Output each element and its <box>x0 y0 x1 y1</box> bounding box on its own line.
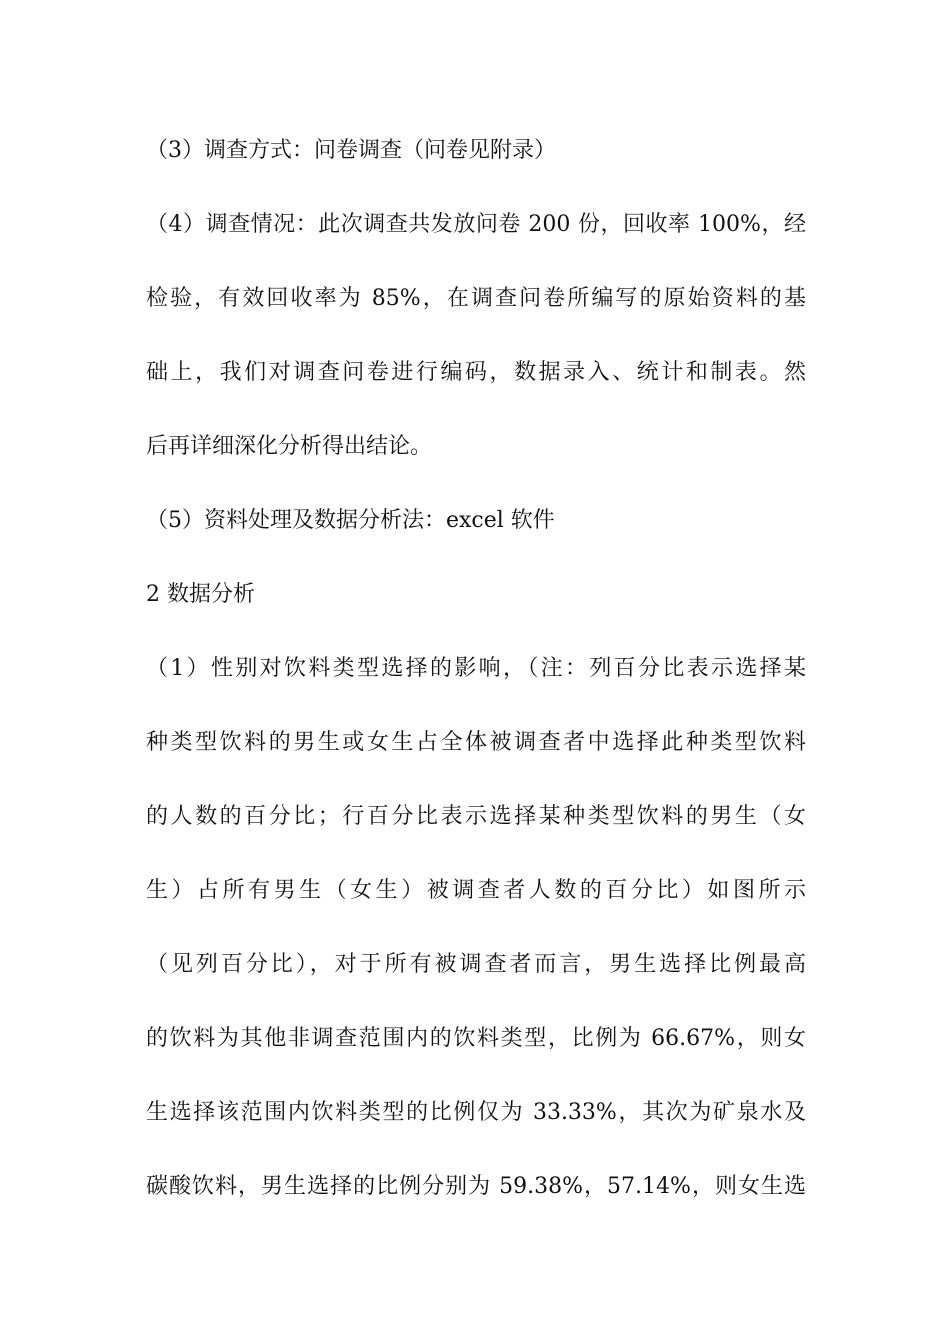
gender-analysis-line-7: 生选择该范围内饮料类型的比例仅为 33.33%，其次为矿泉水及 <box>146 1100 806 1125</box>
survey-situation-line-4: 后再详细深化分析得出结论。 <box>146 434 433 459</box>
gender-analysis-line-3: 的人数的百分比；行百分比表示选择某种类型饮料的男生（女 <box>146 804 806 829</box>
data-processing-line: （5）资料处理及数据分析法：excel 软件 <box>146 508 555 533</box>
gender-analysis-line-1: （1）性别对饮料类型选择的影响，（注：列百分比表示选择某 <box>146 656 806 681</box>
gender-analysis-line-2: 种类型饮料的男生或女生占全体被调查者中选择此种类型饮料 <box>146 730 806 755</box>
gender-analysis-line-6: 的饮料为其他非调查范围内的饮料类型，比例为 66.67%，则女 <box>146 1026 806 1051</box>
survey-method-line: （3）调查方式：问卷调查（问卷见附录） <box>146 138 556 163</box>
survey-situation-line-1: （4）调查情况：此次调查共发放问卷 200 份，回收率 100%，经 <box>146 212 806 237</box>
gender-analysis-line-4: 生）占所有男生（女生）被调查者人数的百分比）如图所示 <box>146 878 806 903</box>
survey-situation-line-3: 础上，我们对调查问卷进行编码，数据录入、统计和制表。然 <box>146 360 806 385</box>
gender-analysis-line-5: （见列百分比），对于所有被调查者而言，男生选择比例最高 <box>146 952 806 977</box>
gender-analysis-line-8: 碳酸饮料，男生选择的比例分别为 59.38%，57.14%，则女生选 <box>146 1174 806 1199</box>
document-page <box>146 130 806 1240</box>
survey-situation-line-2: 检验，有效回收率为 85%，在调查问卷所编写的原始资料的基 <box>146 286 806 311</box>
section-heading-data-analysis: 2 数据分析 <box>146 582 255 607</box>
